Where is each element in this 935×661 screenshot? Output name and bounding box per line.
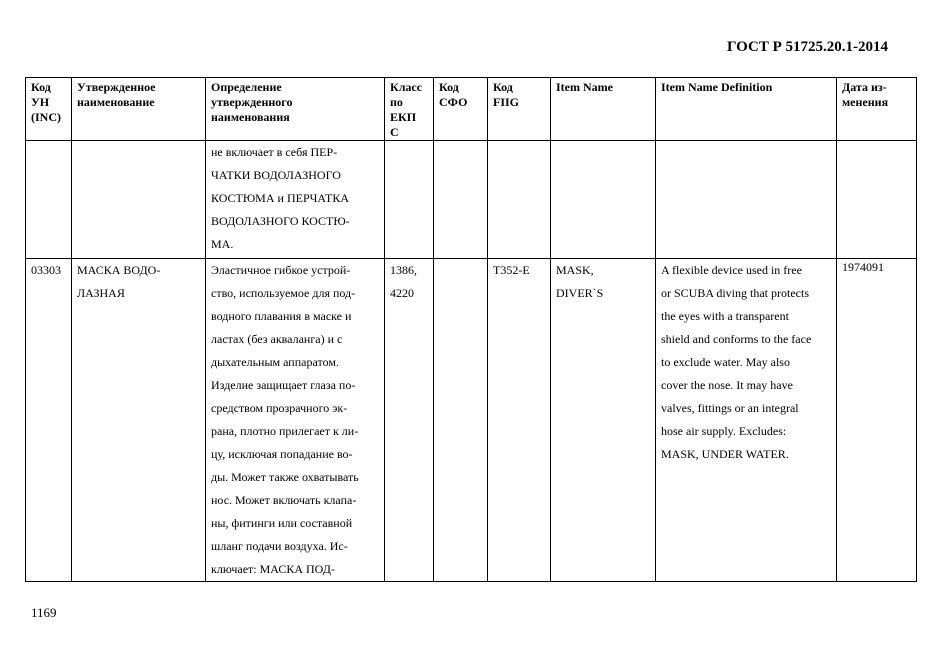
cell-text-line: ластах (без акваланга) и с bbox=[211, 332, 343, 346]
cell-text-line: Изделие защищает глаза по- bbox=[211, 378, 356, 392]
cell-definition bbox=[206, 141, 385, 259]
table-row bbox=[26, 141, 917, 259]
cell-text-line: ды. Может также охватывать bbox=[211, 470, 359, 484]
column-header-line: Дата из- bbox=[842, 80, 887, 94]
cell-text-line: DIVER`S bbox=[556, 286, 604, 300]
cell-item-name bbox=[551, 259, 656, 582]
column-header-line: СФО bbox=[439, 95, 468, 109]
cell-text-line: 1386, bbox=[390, 263, 417, 277]
cell-text-line: ЧАТКИ ВОДОЛАЗНОГО bbox=[211, 168, 341, 182]
column-header-item-name-definition bbox=[656, 78, 837, 141]
column-header-line: Item Name Definition bbox=[661, 80, 773, 94]
column-header-line: по bbox=[390, 95, 403, 109]
cell-definition bbox=[206, 259, 385, 582]
cell-text-line: цу, исключая попадание во- bbox=[211, 447, 353, 461]
column-header-line: ЕКП bbox=[390, 110, 417, 124]
column-header-line: Утвержденное bbox=[77, 80, 156, 94]
cell-text-line: водного плавания в маске и bbox=[211, 309, 352, 323]
table-row bbox=[26, 259, 917, 582]
column-header-line: FIIG bbox=[493, 95, 520, 109]
cell-text-line: ВОДОЛАЗНОГО КОСТЮ- bbox=[211, 214, 350, 228]
cell-code bbox=[26, 141, 72, 259]
standard-designation: ГОСТ Р 51725.20.1-2014 bbox=[726, 39, 888, 55]
column-header-name bbox=[72, 78, 206, 141]
column-header-line: УН bbox=[31, 95, 50, 109]
cell-text-line: Эластичное гибкое устрой- bbox=[211, 263, 351, 277]
cell-text-line: МА. bbox=[211, 237, 234, 251]
cell-text-line: or SCUBA diving that protects bbox=[661, 286, 809, 300]
cell-item-name-definition bbox=[656, 141, 837, 259]
cell-text-line: ство, используемое для под- bbox=[211, 286, 356, 300]
column-header-sfo bbox=[434, 78, 488, 141]
column-header-class bbox=[385, 78, 434, 141]
column-header-line: Код bbox=[31, 80, 51, 94]
column-header-code bbox=[26, 78, 72, 141]
column-header-line: С bbox=[390, 125, 399, 139]
cell-text-line: не включает в себя ПЕР- bbox=[211, 145, 338, 159]
cell-text-line: MASK, bbox=[556, 263, 594, 277]
cell-text-line: cover the nose. It may have bbox=[661, 378, 793, 392]
column-header-line: (INC) bbox=[31, 110, 61, 124]
cell-text-line: 1974091 bbox=[842, 260, 884, 274]
column-header-line: Код bbox=[493, 80, 513, 94]
cell-text-line: дыхательным аппаратом. bbox=[211, 355, 339, 369]
cell-text-line: hose air supply. Excludes: bbox=[661, 424, 787, 438]
cell-class bbox=[385, 141, 434, 259]
cell-text-line: МАСКА ВОДО- bbox=[77, 263, 161, 277]
cell-text-line: ключает: МАСКА ПОД- bbox=[211, 562, 335, 576]
cell-sfo bbox=[434, 141, 488, 259]
column-header-line: утвержденного bbox=[211, 95, 293, 109]
column-header-line: Item Name bbox=[556, 80, 613, 94]
column-header-change-date bbox=[837, 78, 917, 141]
cell-text-line: to exclude water. May also bbox=[661, 355, 790, 369]
cell-text-line: рана, плотно прилегает к ли- bbox=[211, 424, 359, 438]
cell-text-line: ЛАЗНАЯ bbox=[77, 286, 125, 300]
cell-text-line: 4220 bbox=[390, 286, 414, 300]
column-header-line: наименование bbox=[77, 95, 155, 109]
column-header-line: наименования bbox=[211, 110, 290, 124]
cell-class bbox=[385, 259, 434, 582]
table-body bbox=[26, 141, 917, 582]
cell-text-line: A flexible device used in free bbox=[661, 263, 802, 277]
table-header-row bbox=[26, 78, 917, 141]
page-number: 1169 bbox=[31, 605, 57, 620]
cell-sfo bbox=[434, 259, 488, 582]
cell-item-name bbox=[551, 141, 656, 259]
cell-name bbox=[72, 141, 206, 259]
cell-text-line: 03303 bbox=[31, 263, 61, 277]
cell-item-name-definition bbox=[656, 259, 837, 582]
cell-change-date bbox=[837, 259, 917, 582]
column-header-line: Определение bbox=[211, 80, 282, 94]
cell-text-line: ны, фитинги или составной bbox=[211, 516, 353, 530]
column-header-definition bbox=[206, 78, 385, 141]
cell-text-line: valves, fittings or an integral bbox=[661, 401, 799, 415]
classification-table bbox=[25, 77, 917, 582]
cell-text-line: shield and conforms to the face bbox=[661, 332, 812, 346]
cell-text-line: КОСТЮМА и ПЕРЧАТКА bbox=[211, 191, 350, 205]
cell-fiig bbox=[488, 259, 551, 582]
cell-text-line: MASK, UNDER WATER. bbox=[661, 447, 789, 461]
column-header-item-name bbox=[551, 78, 656, 141]
cell-text-line: the eyes with a transparent bbox=[661, 309, 789, 323]
column-header-fiig bbox=[488, 78, 551, 141]
cell-code bbox=[26, 259, 72, 582]
column-header-line: менения bbox=[842, 95, 889, 109]
column-header-line: Код bbox=[439, 80, 459, 94]
cell-text-line: средством прозрачного эк- bbox=[211, 401, 348, 415]
cell-fiig bbox=[488, 141, 551, 259]
cell-name bbox=[72, 259, 206, 582]
cell-text-line: шланг подачи воздуха. Ис- bbox=[211, 539, 348, 553]
column-header-line: Класс bbox=[390, 80, 423, 94]
cell-text-line: T352-E bbox=[493, 263, 530, 277]
cell-text-line: нос. Может включать клапа- bbox=[211, 493, 357, 507]
cell-change-date bbox=[837, 141, 917, 259]
